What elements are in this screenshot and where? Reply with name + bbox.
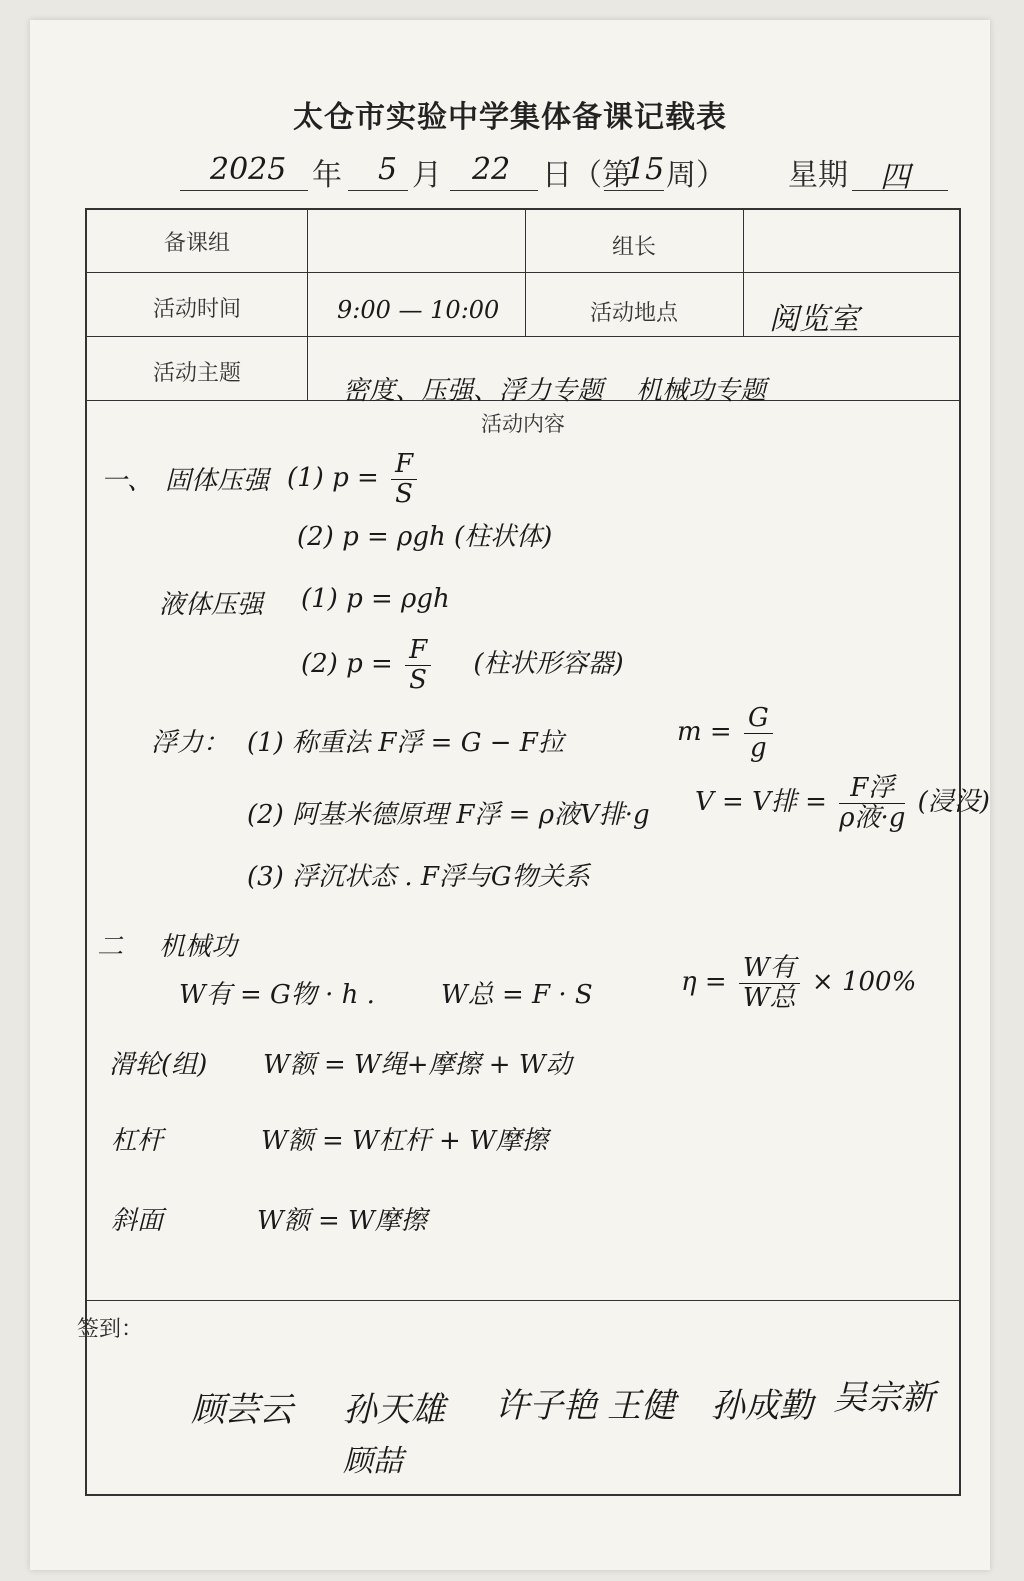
fraction-numerator: W有 bbox=[739, 954, 800, 984]
fraction-numerator: F bbox=[405, 636, 431, 666]
year-value: 2025 bbox=[210, 152, 287, 187]
year-underline bbox=[180, 190, 308, 191]
solid-pressure-formula-1 bbox=[287, 450, 421, 508]
fraction-numerator: F bbox=[391, 450, 417, 480]
place-value: 阅览室 bbox=[769, 302, 859, 337]
total-work-formula: W总 = F · S bbox=[441, 980, 593, 1010]
fraction-denominator: S bbox=[409, 664, 427, 695]
fraction-denominator: g bbox=[750, 732, 767, 763]
week-underline bbox=[604, 190, 664, 191]
weekday-value: 四 bbox=[880, 160, 910, 195]
leader-label: 组长 bbox=[611, 235, 656, 260]
formula-note: (柱状形容器) bbox=[473, 649, 624, 680]
liquid-pressure-label: 液体压强 bbox=[159, 590, 264, 620]
time-label: 活动时间 bbox=[152, 297, 241, 322]
col-divider bbox=[743, 210, 744, 336]
buoyancy-method-3: (3) 浮沉状态 . F浮与G物关系 bbox=[247, 862, 590, 892]
signature: 王健 bbox=[607, 1386, 675, 1426]
pulley-formula: W额 = W绳+摩擦 + W动 bbox=[263, 1050, 572, 1080]
liquid-pressure-formula-1: (1) p = ρgh bbox=[301, 584, 450, 614]
day-underline bbox=[450, 190, 538, 191]
sign-in-label: 签到： bbox=[77, 1317, 144, 1342]
fraction bbox=[839, 774, 905, 832]
formula-prefix: (1) p = bbox=[287, 463, 379, 494]
buoyancy-method-1: (1) 称重法 F浮 = G − F拉 bbox=[247, 728, 564, 758]
signature: 许子艳 bbox=[495, 1386, 597, 1426]
signature: 吴宗新 bbox=[833, 1378, 935, 1418]
fraction-denominator: S bbox=[395, 478, 413, 509]
time-value: 9:00 — 10:00 bbox=[337, 296, 500, 324]
lever-label: 杠杆 bbox=[111, 1126, 164, 1156]
formula-prefix: η = bbox=[681, 967, 727, 998]
topic-value: 密度、压强、浮力专题 机械功专题 bbox=[343, 376, 767, 406]
lever-formula: W额 = W杠杆 + W摩擦 bbox=[261, 1126, 548, 1156]
weekday-underline bbox=[852, 190, 948, 191]
form-title: 太仓市实验中学集体备课记载表 bbox=[293, 100, 727, 135]
section1-number: 一、 bbox=[101, 466, 154, 496]
formula-prefix: (2) p = bbox=[301, 649, 393, 680]
day-label: 日（第 bbox=[542, 158, 632, 193]
mass-formula bbox=[677, 704, 777, 762]
month-label: 月 bbox=[412, 158, 442, 193]
col-divider bbox=[307, 210, 308, 400]
buoyancy-label: 浮力： bbox=[151, 728, 230, 758]
date-line bbox=[180, 150, 960, 195]
fraction-denominator: W总 bbox=[742, 982, 796, 1013]
year-label: 年 bbox=[312, 158, 342, 193]
section2-number: 二 bbox=[97, 932, 124, 962]
liquid-pressure-formula-2 bbox=[301, 636, 624, 694]
formula-suffix: × 100% bbox=[811, 967, 917, 998]
place-label: 活动地点 bbox=[589, 301, 678, 326]
day-value: 22 bbox=[472, 152, 511, 187]
month-value: 5 bbox=[378, 152, 398, 187]
signature: 孙天雄 bbox=[343, 1390, 445, 1430]
solid-pressure-formula-2: (2) p = ρgh (柱状体) bbox=[297, 522, 553, 552]
incline-formula: W额 = W摩擦 bbox=[257, 1206, 427, 1236]
fraction-numerator: G bbox=[744, 704, 773, 734]
fraction bbox=[391, 450, 417, 508]
fraction-numerator: F浮 bbox=[839, 774, 905, 804]
fraction-denominator: ρ液·g bbox=[839, 802, 906, 833]
week-value: 15 bbox=[626, 152, 665, 187]
weekday-label: 星期 bbox=[788, 158, 848, 193]
useful-work-formula: W有 = G物 · h . bbox=[179, 980, 375, 1010]
section2-title: 机械功 bbox=[159, 932, 238, 962]
fraction bbox=[744, 704, 773, 762]
incline-label: 斜面 bbox=[111, 1206, 164, 1236]
signature: 顾喆 bbox=[343, 1444, 403, 1479]
solid-pressure-label: 固体压强 bbox=[165, 466, 270, 496]
pulley-label: 滑轮(组) bbox=[109, 1050, 208, 1080]
record-table bbox=[77, 208, 990, 1496]
signature: 顾芸云 bbox=[191, 1390, 293, 1430]
week-label: 周） bbox=[666, 158, 726, 193]
topic-label: 活动主题 bbox=[152, 361, 241, 386]
buoyancy-method-2: (2) 阿基米德原理 F浮 = ρ液V排·g bbox=[247, 800, 650, 830]
content-label: 活动内容 bbox=[481, 412, 565, 436]
row-divider bbox=[87, 272, 959, 273]
row-divider bbox=[87, 1300, 959, 1301]
month-underline bbox=[348, 190, 408, 191]
signature: 孙成勤 bbox=[711, 1386, 813, 1426]
formula-prefix: V = V排 = bbox=[695, 787, 827, 818]
fraction bbox=[405, 636, 431, 694]
group-label: 备课组 bbox=[163, 231, 230, 256]
formula-prefix: m = bbox=[677, 717, 732, 748]
efficiency-formula bbox=[681, 954, 916, 1012]
formula-note: (浸没) bbox=[917, 787, 990, 818]
record-sheet bbox=[30, 20, 990, 1570]
fraction bbox=[739, 954, 800, 1012]
volume-formula bbox=[695, 774, 990, 832]
